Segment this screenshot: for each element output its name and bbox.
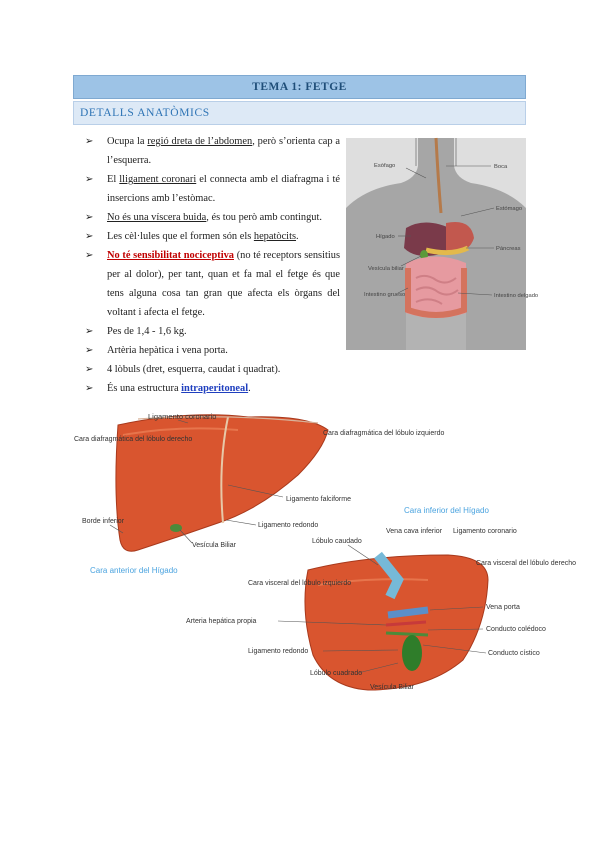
label-cara-visceral-izquierdo: Cara visceral del lóbulo izquierdo [248,580,352,587]
label-vesicula-biliar-anterior: Vesícula Biliar [192,542,236,549]
section-heading: DETALLS ANATÒMICS [73,101,526,125]
liver-anatomy-figure [68,405,576,705]
page-title: TEMA 1: FETGE [73,75,526,99]
list-item: ➢ Ocupa la regió dreta de l’abdomen, però s’orienta cap a l’esquerra. [85,136,341,166]
list-item: ➢ Pes de 1,4 - 1,6 kg. [85,326,187,337]
list-item: ➢ No és una víscera buida, és tou però amb contingut. [85,212,322,223]
label-intestino-delgado: Intestino delgado [494,293,539,299]
label-esofago: Esòfago [374,163,396,169]
list-item: ➢ El lligament coronari el connecta amb el diafragma i té insercions amb l’estòmac. [85,174,340,204]
label-ligamento-redondo-inferior: Ligamento redondo [248,648,309,655]
label-vena-porta: Vena porta [486,604,520,611]
digestive-system-figure [346,138,539,350]
label-intestino-grueso: Intestino grueso [364,292,406,298]
label-conducto-coledoco: Conducto colédoco [486,626,546,633]
bullet-list [85,132,340,398]
label-higado: Hígado [376,234,395,240]
label-lobulo-cuadrado: Lóbulo cuadrado [310,670,363,677]
list-item: ➢ Artèria hepàtica i vena porta. [85,345,228,356]
label-borde-inferior: Borde inferior [82,518,125,525]
list-item: ➢ 4 lòbuls (dret, esquerra, caudat i quadrat). [85,364,281,375]
label-estomago: Estómago [496,206,523,212]
label-ligamento-coronario-inferior: Ligamento coronario [453,528,517,535]
label-cara-diafragmatica-derecho: Cara diafragmática del lóbulo derecho [74,436,193,443]
label-lobulo-caudado: Lóbulo caudado [312,538,362,545]
label-ligamento-coronario: Ligamento coronario [148,412,217,421]
list-item: ➢ No té sensibilitat nociceptiva (no té receptors sensitius per al dolor), per tant, quan et fa mal el fetge és que tens alguna cosa tan gran que afecta els òrgans del voltant i afecta el fetge. [85,250,340,318]
label-vesicula: Vesícula biliar [368,266,404,272]
caption-cara-inferior: Cara inferior del Hígado [404,506,489,515]
label-vena-cava-inferior: Vena cava inferior [386,528,443,535]
label-pancreas: Páncreas [496,246,521,252]
label-conducto-cistico: Conducto cístico [488,650,540,657]
label-arteria-hepatica: Arteria hepática propia [186,618,257,625]
label-ligamento-redondo-anterior: Ligamento redondo [258,522,319,529]
label-cara-visceral-derecho: Cara visceral del lóbulo derecho [476,560,576,567]
list-item: ➢ És una estructura intraperitoneal. [85,383,251,394]
label-ligamento-falciforme: Ligamento falciforme [286,496,351,503]
label-cara-diafragmatica-izquierdo: Cara diafragmática del lóbulo izquierdo [323,430,445,437]
caption-cara-anterior: Cara anterior del Hígado [90,566,178,575]
label-vesicula-biliar-inferior: Vesícula Biliar [370,684,414,691]
label-boca: Boca [494,164,508,170]
list-item: ➢ Les cèl·lules que el formen són els hepatòcits. [85,231,299,242]
